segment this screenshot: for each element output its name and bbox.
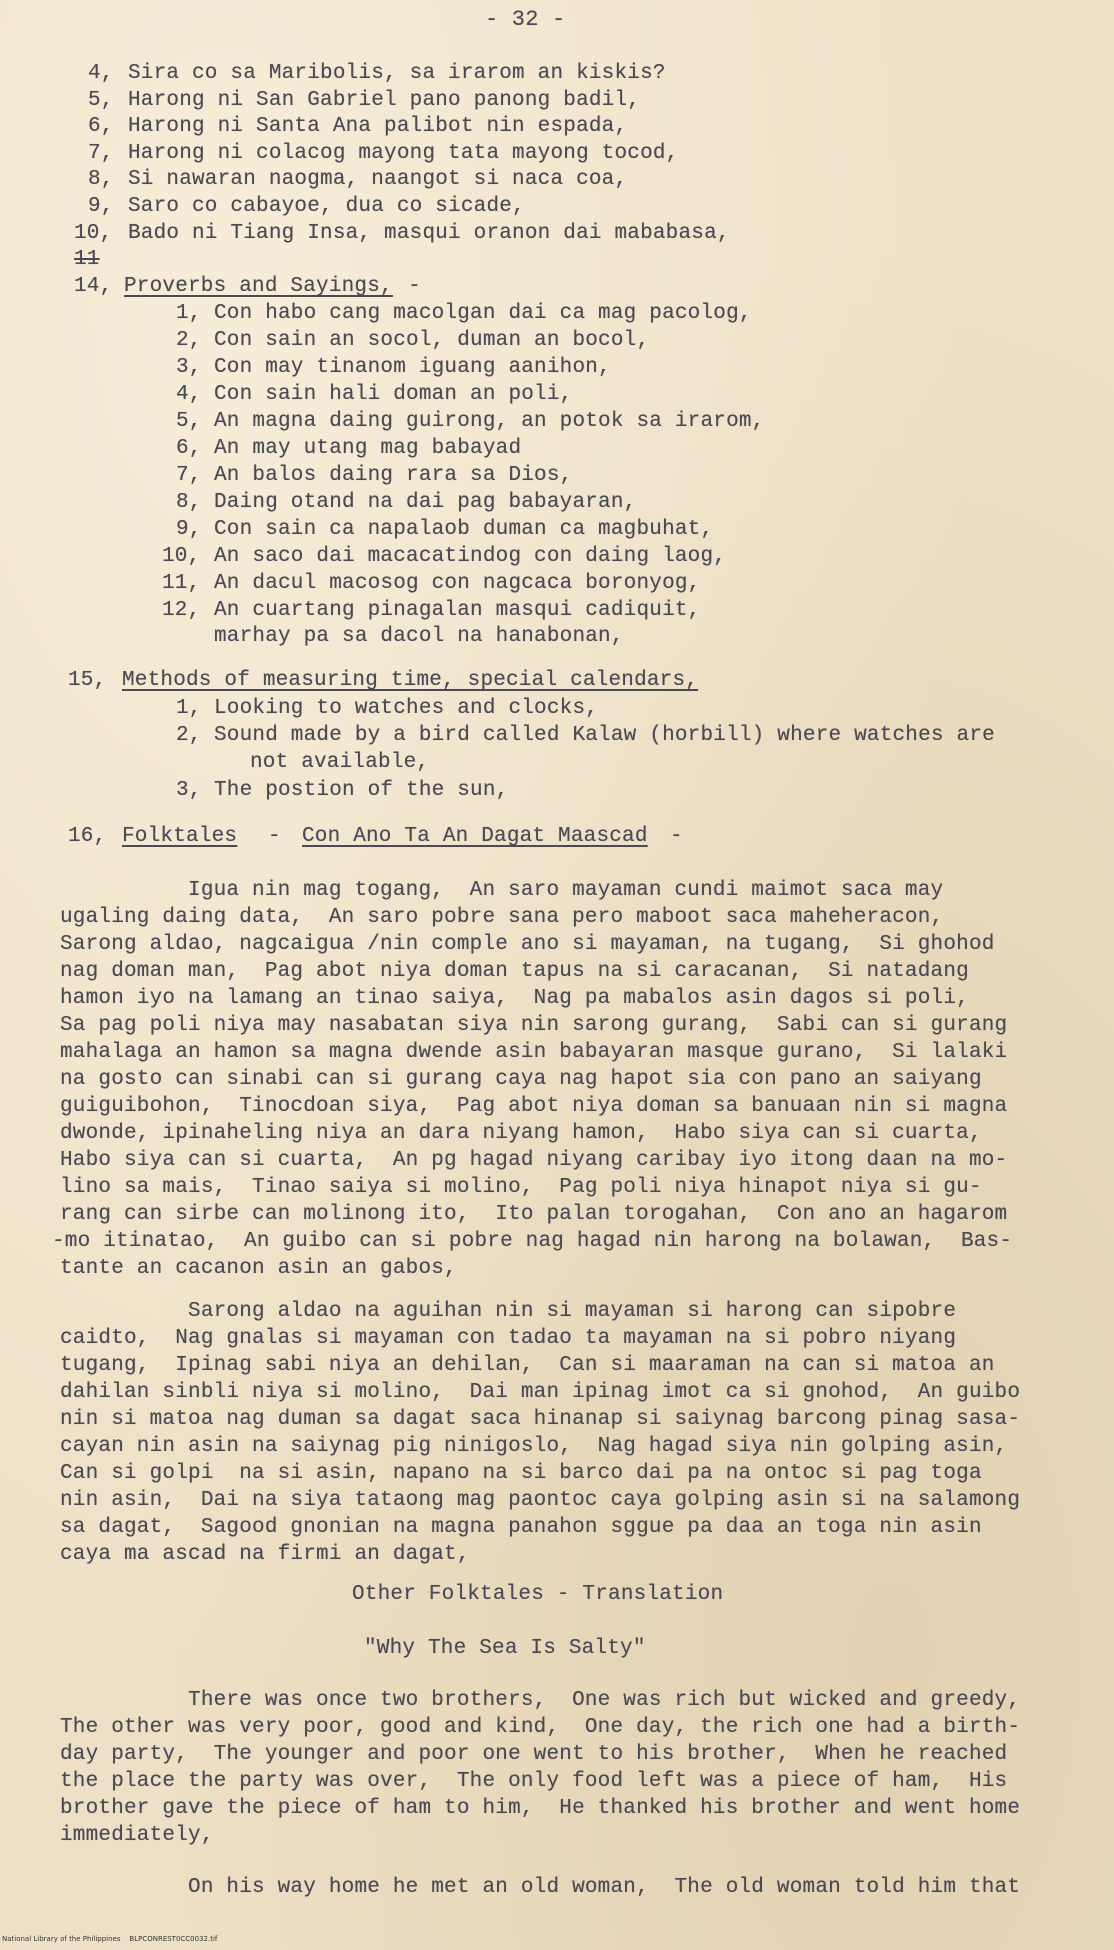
proverb-12-num: 12,	[162, 599, 201, 622]
bicol-para2-line: nin si matoa nag duman sa dagat saca hinanap si saiynag barcong pinag sasa-	[60, 1408, 1021, 1431]
riddle-8-num: 8,	[88, 168, 114, 191]
folktale-title-dash: -	[670, 825, 683, 848]
folktale-title: Con Ano Ta An Dagat Maascad	[302, 825, 648, 848]
bicol-para1-line: -mo itinatao, An guibo can si pobre nag hagad nin harong na bolawan, Bas-	[52, 1230, 1013, 1253]
proverb-10-num: 10,	[162, 545, 201, 568]
section-14-dash: -	[408, 275, 421, 298]
bicol-para1-line: mahalaga an hamon sa magna dwende asin babayaran masque gurano, Si lalaki	[60, 1041, 1008, 1064]
riddle-10-num: 10,	[74, 222, 113, 245]
proverb-2-text: Con sain an socol, duman an bocol,	[214, 329, 650, 352]
riddle-10-text: Bado ni Tiang Insa, masqui oranon dai mababasa,	[128, 222, 730, 245]
english-para1-line: There was once two brothers, One was rich but wicked and greedy,	[60, 1689, 1021, 1712]
bicol-para2-line: nin asin, Dai na siya tataong mag paontoc caya golping asin si na salamong	[60, 1489, 1021, 1512]
stray-mark: 11	[74, 248, 100, 271]
bicol-para1-line: rang can sirbe can molinong ito, Ito palan torogahan, Con ano an hagarom	[60, 1203, 1008, 1226]
bicol-para1-line: hamon iyo na lamang an tinao saiya, Nag pa mabalos asin dagos si poli,	[60, 987, 969, 1010]
proverb-9-text: Con sain ca napalaob duman ca magbuhat,	[214, 518, 714, 541]
bicol-para2-line: tugang, Ipinag sabi niya an dehilan, Can si maaraman na can si matoa an	[60, 1354, 995, 1377]
riddle-7-text: Harong ni colacog mayong tata mayong tocod,	[128, 142, 679, 165]
section-14-num: 14,	[74, 275, 113, 298]
riddle-9-num: 9,	[88, 195, 114, 218]
english-para1-line: the place the party was over, The only food left was a piece of ham, His	[60, 1770, 1008, 1793]
bicol-para2-line: cayan nin asin na saiynag pig ninigoslo, Nag hagad siya nin golping asin,	[60, 1435, 1008, 1458]
proverb-6-num: 6,	[176, 437, 202, 460]
bicol-para2-line: caya ma ascad na firmi an dagat,	[60, 1543, 470, 1566]
proverb-1-text: Con habo cang macolgan dai ca mag pacolog,	[214, 302, 752, 325]
proverb-2-num: 2,	[176, 329, 202, 352]
bicol-para1-line: ugaling daing data, An saro pobre sana pero maboot saca maheheracon,	[60, 906, 944, 929]
section-16-title: Folktales	[122, 825, 238, 848]
english-para1-line: brother gave the piece of ham to him, He thanked his brother and went home	[60, 1797, 1021, 1820]
translation-title: "Why The Sea Is Salty"	[364, 1637, 646, 1660]
bicol-para2-line: Sarong aldao na aguihan nin si mayaman si harong can sipobre	[60, 1300, 957, 1323]
riddle-7-num: 7,	[88, 142, 114, 165]
riddle-6-num: 6,	[88, 115, 114, 138]
proverb-4-num: 4,	[176, 383, 202, 406]
bicol-para1-line: Igua nin mag togang, An saro mayaman cundi maimot saca may	[60, 879, 944, 902]
bicol-para1-line: Sarong aldao, nagcaigua /nin comple ano si mayaman, na tugang, Si ghohod	[60, 933, 995, 956]
bicol-para1-line: lino sa mais, Tinao saiya si molino, Pag poli niya hinapot niya si gu-	[60, 1176, 982, 1199]
riddle-8-text: Si nawaran naogma, naangot si naca coa,	[128, 168, 628, 191]
proverb-1-num: 1,	[176, 302, 202, 325]
time-method-1-text: Looking to watches and clocks,	[214, 697, 599, 720]
proverb-6-text: An may utang mag babayad	[214, 437, 522, 460]
time-method-2-text: Sound made by a bird called Kalaw (horbill) where watches are	[214, 724, 995, 747]
proverb-3-text: Con may tinanom iguang aanihon,	[214, 356, 611, 379]
proverb-11-num: 11,	[162, 572, 201, 595]
time-method-1-num: 1,	[176, 697, 202, 720]
bicol-para2-line: caidto, Nag gnalas si mayaman con tadao ta mayaman na si pobro niyang	[60, 1327, 957, 1350]
bicol-para2-line: Can si golpi na si asin, napano na si barco dai pa na ontoc si pag toga	[60, 1462, 982, 1485]
time-method-3-num: 3,	[176, 779, 202, 802]
bicol-para1-line: na gosto can sinabi can si gurang caya nag hapot sia con pano an saiyang	[60, 1068, 982, 1091]
english-para1-line: immediately,	[60, 1824, 214, 1847]
riddle-4-text: Sira co sa Maribolis, sa irarom an kiskis?	[128, 62, 666, 85]
section-15-title: Methods of measuring time, special calendars,	[122, 669, 699, 692]
english-para2-line: On his way home he met an old woman, The old woman told him that	[60, 1876, 1021, 1899]
bicol-para1-line: nag doman man, Pag abot niya doman tapus na si caracanan, Si natadang	[60, 960, 969, 983]
proverb-11-text: An dacul macosog con nagcaca boronyog,	[214, 572, 701, 595]
time-method-2-num: 2,	[176, 724, 202, 747]
proverb-5-num: 5,	[176, 410, 202, 433]
english-para1-line: day party, The younger and poor one went to his brother, When he reached	[60, 1743, 1008, 1766]
proverb-7-num: 7,	[176, 464, 202, 487]
riddle-5-num: 5,	[88, 89, 114, 112]
section-14-title: Proverbs and Sayings,	[124, 275, 393, 298]
proverb-8-num: 8,	[176, 491, 202, 514]
bicol-para1-line: guiguibohon, Tinocdoan siya, Pag abot niya doman sa banuaan nin si magna	[60, 1095, 1008, 1118]
bicol-para1-line: Habo siya can si cuarta, An pg hagad niyang caribay iyo itong daan na mo-	[60, 1149, 1008, 1172]
bicol-para2-line: sa dagat, Sagood gnonian na magna panahon sggue pa daa an toga nin asin	[60, 1516, 982, 1539]
riddle-4-num: 4,	[88, 62, 114, 85]
proverb-10-text: An saco dai macacatindog con daing laog,	[214, 545, 727, 568]
page-number: - 32 -	[485, 7, 566, 32]
proverb-3-num: 3,	[176, 356, 202, 379]
proverb-7-text: An balos daing rara sa Dios,	[214, 464, 573, 487]
bicol-para2-line: dahilan sinbli niya si molino, Dai man ipinag imot ca si gnohod, An guibo	[60, 1381, 1021, 1404]
bicol-para1-line: tante an cacanon asin an gabos,	[60, 1257, 457, 1280]
proverb-12-text: An cuartang pinagalan masqui cadiquit,	[214, 599, 701, 622]
proverb-8-text: Daing otand na dai pag babayaran,	[214, 491, 637, 514]
bicol-para1-line: Sa pag poli niya may nasabatan siya nin sarong gurang, Sabi can si gurang	[60, 1014, 1008, 1037]
proverb-5-text: An magna daing guirong, an potok sa irarom,	[214, 410, 765, 433]
time-method-2-continuation: not available,	[250, 751, 430, 774]
riddle-5-text: Harong ni San Gabriel pano panong badil,	[128, 89, 641, 112]
section-16-num: 16,	[68, 825, 107, 848]
translation-heading: Other Folktales - Translation	[352, 1583, 724, 1606]
bicol-para1-line: dwonde, ipinaheling niya an dara niyang hamon, Habo siya can si cuarta,	[60, 1122, 982, 1145]
proverb-4-text: Con sain hali doman an poli,	[214, 383, 573, 406]
scan-footer: National Library of the Philippines BLPCONREST0CC0032.tif	[2, 1935, 218, 1943]
proverb-12-continuation: marhay pa sa dacol na hanabonan,	[214, 625, 624, 648]
riddle-9-text: Saro co cabayoe, dua co sicade,	[128, 195, 525, 218]
time-method-3-text: The postion of the sun,	[214, 779, 509, 802]
english-para1-line: The other was very poor, good and kind, One day, the rich one had a birth-	[60, 1716, 1021, 1739]
section-15-num: 15,	[68, 669, 107, 692]
proverb-9-num: 9,	[176, 518, 202, 541]
section-16-separator: -	[268, 825, 281, 848]
riddle-6-text: Harong ni Santa Ana palibot nin espada,	[128, 115, 628, 138]
